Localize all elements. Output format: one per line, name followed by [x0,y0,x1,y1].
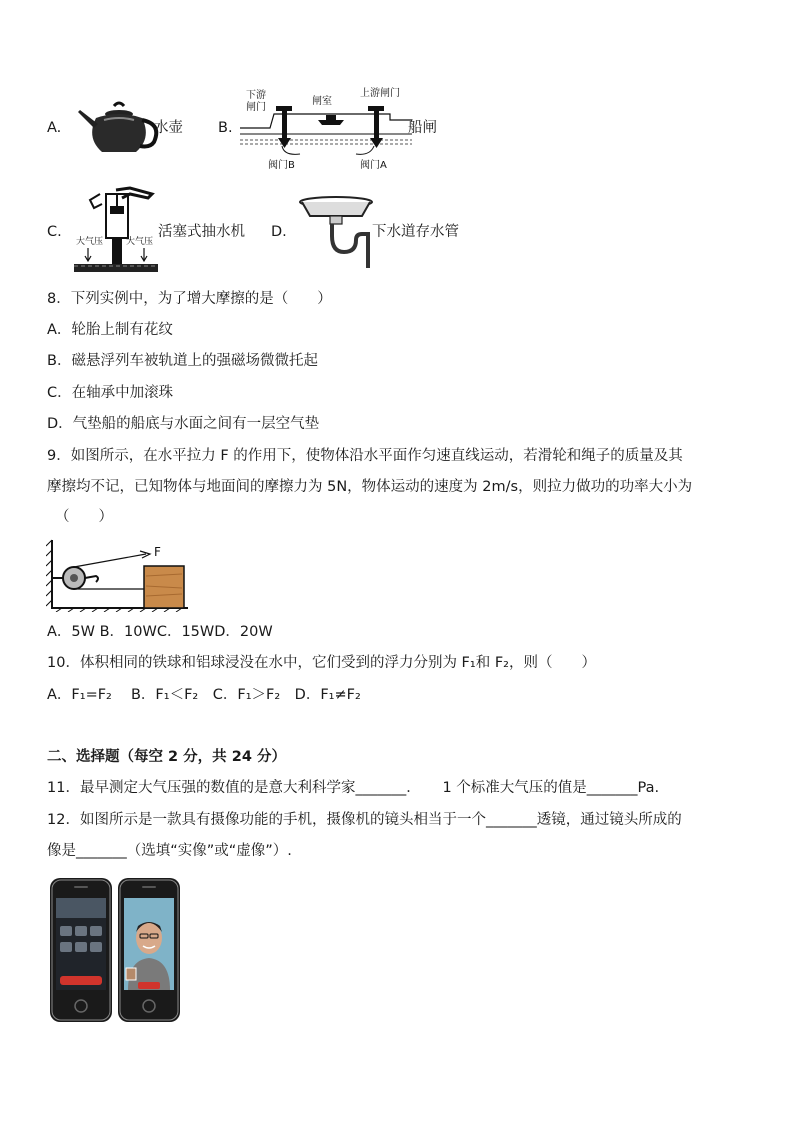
q12-line-2: 像是_______（选填“实像”或“虚像”）. [47,843,292,859]
atm-pressure-left: 大气压 [76,237,104,247]
ship-lock-figure [240,84,412,174]
piston-pump-figure [72,184,160,276]
phone-right-image [118,878,180,1022]
option-c-letter: C. [47,224,62,240]
upstream-gate-label: 上游闸门 [360,88,400,99]
q10-stem: 10．体积相同的铁球和铝球浸没在水中，它们受到的浮力分别为 F₁和 F₂，则（ ） [47,655,596,671]
drain-trap-figure [296,192,376,272]
kettle-figure [74,98,164,156]
valve-a-label: 阀门A [360,160,387,171]
option-a-letter: A. [47,120,62,136]
phone-left-image [50,878,112,1022]
q9-line-3: （ ） [55,509,113,525]
force-f-label: F [154,545,161,559]
q8-option-d: D．气垫船的船底与水面之间有一层空气垫 [47,416,320,432]
chamber-label: 闸室 [312,96,332,107]
q12-line-1: 12．如图所示是一款具有摄像功能的手机，摄像机的镜头相当于一个_______透镜，通过镜头所成的 [47,812,682,828]
q8-stem: 8．下列实例中，为了增大摩擦的是（ ） [47,291,332,307]
section-2-title: 二、选择题（每空 2 分，共 24 分） [47,749,286,765]
pulley-figure [46,536,188,612]
q8-option-a: A．轮胎上制有花纹 [47,322,173,338]
option-d-letter: D. [271,224,287,240]
option-b-label: 船闸 [408,120,437,136]
q11-text: 11．最早测定大气压强的数值的是意大利科学家_______． 1 个标准大气压的值是_______Pa. [47,780,660,796]
q10-options: A．F₁=F₂ B．F₁＜F₂ C．F₁＞F₂ D．F₁≠F₂ [47,687,361,703]
kettle-icon [78,103,156,152]
option-c-label: 活塞式抽水机 [158,224,245,240]
downstream-gate-label-2: 闸门 [246,102,266,113]
q8-option-c: C．在轴承中加滚珠 [47,385,174,401]
option-a-label: 水壶 [154,120,183,136]
option-b-letter: B. [218,120,233,136]
phones-figure [48,876,184,1026]
q9-line-1: 9．如图所示，在水平拉力 F 的作用下，使物体沿水平面作匀速直线运动，若滑轮和绳子的质量及其 [47,448,683,464]
valve-b-label: 阀门B [268,160,295,171]
q9-line-2: 摩擦均不记，已知物体与地面间的摩擦力为 5N，物体运动的速度为 2m/s，则拉力做功的功率大小为 [47,479,693,495]
option-d-label: 下水道存水管 [372,224,459,240]
downstream-gate-label-1: 下游 [246,90,266,101]
q8-option-b: B．磁悬浮列车被轨道上的强磁场微微托起 [47,353,318,369]
atm-pressure-right: 大气压 [126,237,154,247]
q9-options: A．5W B．10WC．15WD．20W [47,624,273,640]
